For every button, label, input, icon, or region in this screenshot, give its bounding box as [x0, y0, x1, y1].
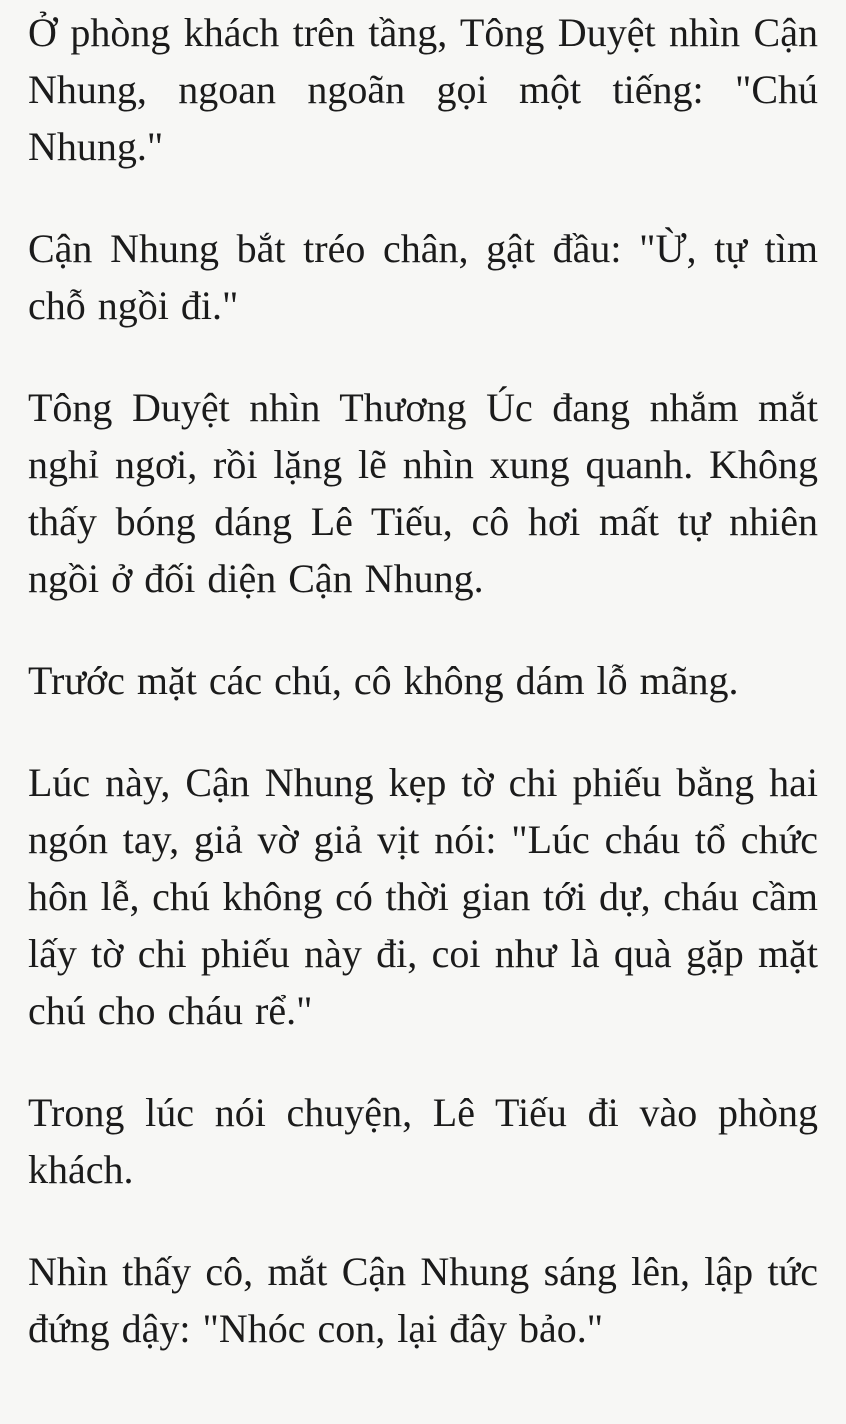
paragraph: Trong lúc nói chuyện, Lê Tiếu đi vào phòng khách. — [28, 1090, 818, 1192]
paragraph: Trước mặt các chú, cô không dám lỗ mãng. — [28, 658, 739, 703]
paragraph: Cận Nhung bắt tréo chân, gật đầu: "Ừ, tự tìm chỗ ngồi đi." — [28, 226, 818, 328]
paragraph: Tông Duyệt nhìn Thương Úc đang nhắm mắt nghỉ ngơi, rồi lặng lẽ nhìn xung quanh. Không thấy bóng dáng Lê Tiếu, cô hơi mất tự nhiên ngồi ở đối diện Cận Nhung. — [28, 385, 818, 601]
paragraph: Lúc này, Cận Nhung kẹp tờ chi phiếu bằng hai ngón tay, giả vờ giả vịt nói: "Lúc cháu tổ chức hôn lễ, chú không có thời gian tới dự, cháu cầm lấy tờ chi phiếu này đi, coi như là quà gặp mặt chú cho cháu rể." — [28, 760, 818, 1033]
paragraph: Nhìn thấy cô, mắt Cận Nhung sáng lên, lập tức đứng dậy: "Nhóc con, lại đây bảo." — [28, 1249, 818, 1351]
paragraph: Ở phòng khách trên tầng, Tông Duyệt nhìn Cận Nhung, ngoan ngoãn gọi một tiếng: "Chú Nhung." — [28, 10, 818, 169]
